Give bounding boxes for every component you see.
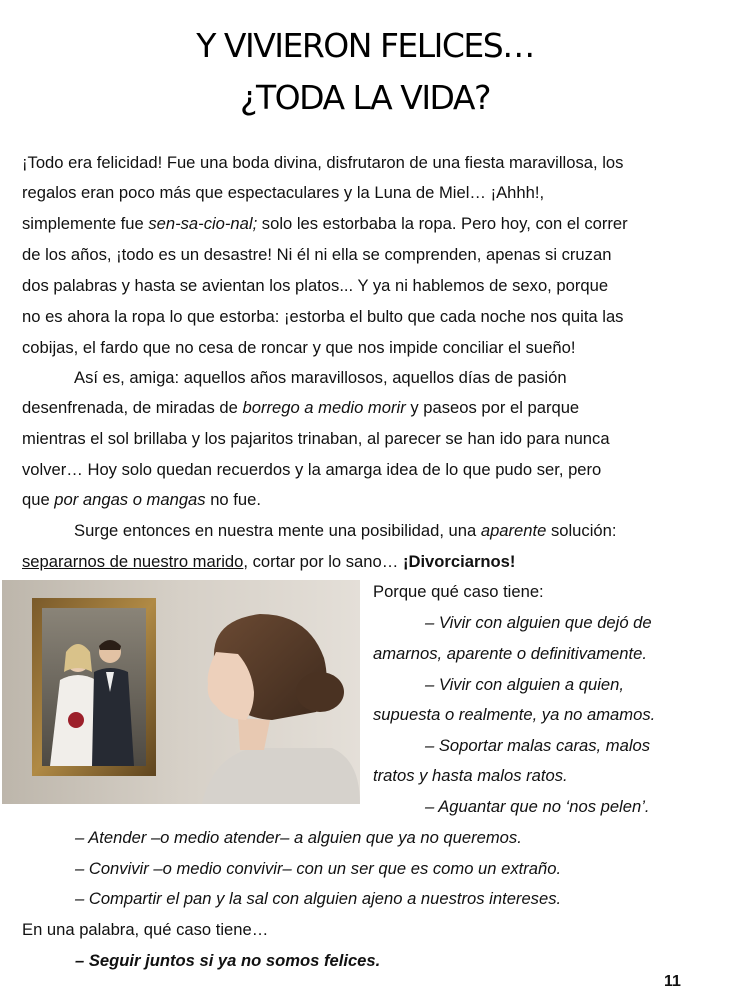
title-line-1: Y VIVIERON FELICES…: [196, 26, 534, 65]
paragraph-1-line-6: no es ahora la ropa lo que estorba: ¡estorba el bulto que cada noche nos quita las: [22, 307, 624, 326]
wedding-portrait-photo: [2, 580, 360, 804]
paragraph-3-line-1: Surge entonces en nuestra mente una posibilidad, una aparente solución:: [74, 521, 617, 540]
paragraph-1-line-5: dos palabras y hasta se avientan los platos... Y ya ni hablemos de sexo, porque: [22, 276, 609, 295]
paragraph-1-line-3: simplemente fue sen-sa-cio-nal; solo les estorbaba la ropa. Pero hoy, con el correr: [22, 214, 628, 233]
paragraph-2-line-1: Así es, amiga: aquellos años maravillosos, aquellos días de pasión: [74, 368, 567, 387]
paragraph-3-line-2: separarnos de nuestro marido, cortar por lo sano… ¡Divorciarnos!: [22, 552, 516, 571]
paragraph-1-line-2: regalos eran poco más que espectaculares y la Luna de Miel… ¡Ahhh!,: [22, 183, 545, 202]
side-item-2-line-1: – Vivir con alguien a quien,: [425, 675, 624, 694]
list-item: – Atender –o medio atender– a alguien que ya no queremos.: [75, 828, 522, 847]
side-item-3-line-2: tratos y hasta malos ratos.: [373, 766, 568, 785]
final-line: – Seguir juntos si ya no somos felices.: [75, 951, 381, 970]
paragraph-2-line-5: que por angas o mangas no fue.: [22, 490, 261, 509]
side-item-4: – Aguantar que no ‘nos pelen’.: [425, 797, 650, 816]
paragraph-1-line-4: de los años, ¡todo es un desastre! Ni él ni ella se comprenden, apenas si cruzan: [22, 245, 612, 264]
page-number: 11: [664, 973, 681, 990]
list-item: – Convivir –o medio convivir– con un ser que es como un extraño.: [75, 859, 562, 878]
paragraph-1-line-7: cobijas, el fardo que no cesa de roncar y que nos impide conciliar el sueño!: [22, 338, 576, 357]
paragraph-2-line-3: mientras el sol brillaba y los pajaritos trinaban, al parecer se han ido para nunca: [22, 429, 610, 448]
side-intro: Porque qué caso tiene:: [373, 582, 544, 601]
list-item: – Compartir el pan y la sal con alguien ajeno a nuestros intereses.: [75, 889, 562, 908]
conclusion-line: En una palabra, qué caso tiene…: [22, 920, 269, 939]
side-item-1-line-2: amarnos, aparente o definitivamente.: [373, 644, 647, 663]
side-item-2-line-2: supuesta o realmente, ya no amamos.: [373, 705, 656, 724]
paragraph-1-line-1: ¡Todo era felicidad! Fue una boda divina, disfrutaron de una fiesta maravillosa, los: [22, 153, 624, 172]
side-item-3-line-1: – Soportar malas caras, malos: [425, 736, 651, 755]
title-line-2: ¿TODA LA VIDA?: [240, 78, 490, 117]
paragraph-2-line-2: desenfrenada, de miradas de borrego a medio morir y paseos por el parque: [22, 398, 580, 417]
side-item-1-line-1: – Vivir con alguien que dejó de: [425, 613, 652, 632]
paragraph-2-line-4: volver… Hoy solo quedan recuerdos y la amarga idea de lo que pudo ser, pero: [22, 460, 602, 479]
